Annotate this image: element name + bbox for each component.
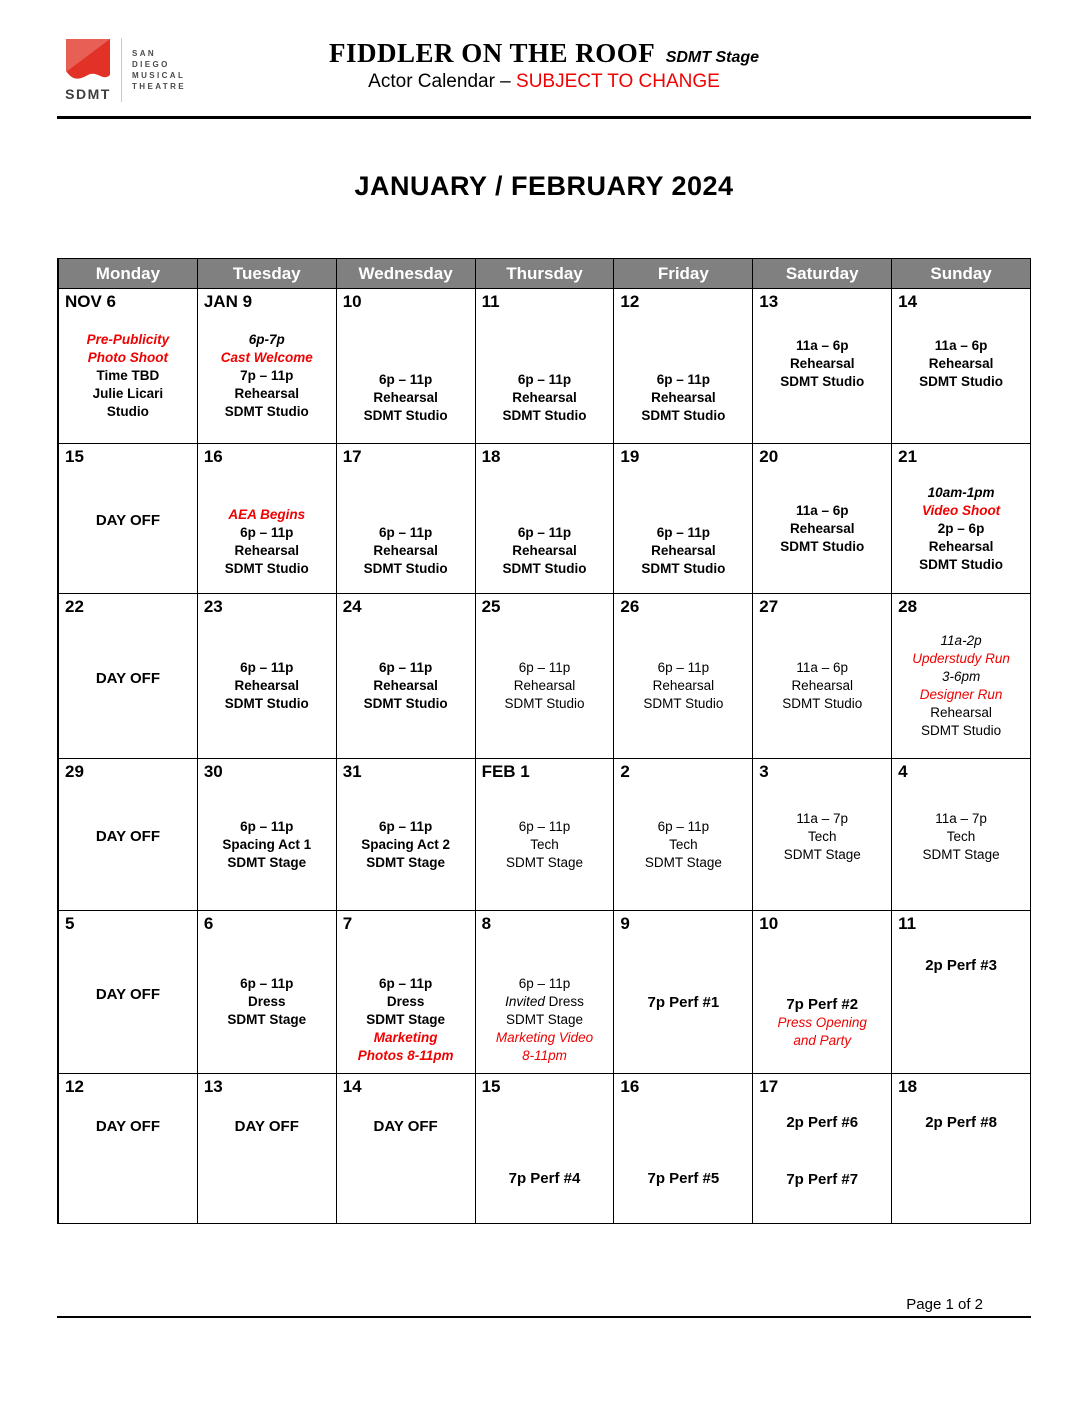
week-row-6 <box>58 1073 1030 1223</box>
cell-events <box>59 619 197 758</box>
cell-22 <box>58 593 197 758</box>
event-line: SDMT Stage <box>505 854 584 870</box>
event-line: 8-11pm <box>522 1048 567 1063</box>
day-header-saturday: Saturday <box>752 259 891 288</box>
cell-18 <box>475 443 614 593</box>
page-footer <box>57 1296 1031 1318</box>
cell-events <box>614 936 752 1073</box>
cell-events <box>892 619 1030 758</box>
cell-date: 20 <box>759 447 779 466</box>
cell-17 <box>336 443 475 593</box>
event-line: SDMT Stage <box>227 1012 307 1027</box>
cell-date: 14 <box>342 1077 362 1096</box>
event-line: SDMT Stage <box>366 1012 446 1027</box>
event-line: SDMT Studio <box>641 560 726 576</box>
show-title: FIDDLER ON THE ROOF <box>328 38 656 68</box>
cell-events <box>59 936 197 1073</box>
cell-date: 16 <box>203 447 223 466</box>
cell-13 <box>197 1073 336 1223</box>
cell-13 <box>752 288 891 443</box>
cell-date: 2 <box>620 762 630 781</box>
event-line: 6p – 11p <box>240 976 294 991</box>
cell-date: 12 <box>65 1077 84 1096</box>
cell-date: 14 <box>898 292 918 311</box>
cell-date: 8 <box>481 914 492 933</box>
event-line: 6p – 11p <box>378 524 433 540</box>
event-line: Rehearsal <box>928 538 994 554</box>
event-line: SDMT Studio <box>921 723 1002 738</box>
cell-15 <box>475 1073 614 1223</box>
cell-14 <box>336 1073 475 1223</box>
event-line: 11a-2p <box>940 633 982 648</box>
event-line: Julie Licari <box>92 386 164 401</box>
event-line: 7p Perf #1 <box>647 993 720 1011</box>
cell-10 <box>752 910 891 1073</box>
event-line: DAY OFF <box>95 669 161 687</box>
cell-date: 4 <box>898 762 908 781</box>
event-line: Rehearsal <box>373 678 438 693</box>
calendar-table <box>57 258 1031 1224</box>
cell-events <box>59 1099 197 1223</box>
week-row-2 <box>58 443 1030 593</box>
event-line: 6p – 11p <box>656 372 710 387</box>
event-line: 2p Perf #8 <box>925 1114 997 1131</box>
event-line: 6p – 11p <box>518 818 571 834</box>
event-line: Dress <box>386 994 425 1009</box>
cell-23 <box>197 593 336 758</box>
day-header-monday: Monday <box>58 259 197 288</box>
cell-events <box>892 1099 1030 1223</box>
cell-9 <box>613 910 752 1073</box>
event-line: Rehearsal <box>930 705 992 720</box>
event-line: Rehearsal <box>651 542 716 558</box>
event-line: Rehearsal <box>651 390 716 405</box>
week-row-1 <box>58 288 1030 443</box>
logo-abbr: SDMT <box>65 86 111 102</box>
cell-date: 13 <box>759 292 779 311</box>
cell-date: 5 <box>65 914 75 933</box>
stage-tag: SDMT Stage <box>665 49 760 66</box>
cell-events <box>59 469 197 593</box>
event-line: 7p Perf #2 <box>786 995 859 1013</box>
show-title-line <box>57 38 1031 69</box>
event-line: Spacing Act 2 <box>361 836 451 852</box>
event-line: 6p – 11p <box>517 524 572 540</box>
event-line: Photo Shoot <box>87 350 169 365</box>
cell-date: 22 <box>65 597 84 616</box>
cell-29 <box>58 758 197 910</box>
logo-org-line: MUSICAL <box>132 71 186 80</box>
event-line: Upderstudy Run <box>912 651 1010 666</box>
cell-events <box>753 619 891 758</box>
event-line: SDMT Studio <box>643 696 724 711</box>
cell-events <box>59 784 197 910</box>
cell-12 <box>613 288 752 443</box>
cell-events <box>753 314 891 443</box>
event-line: Rehearsal <box>234 678 300 693</box>
cell-31 <box>336 758 475 910</box>
cell-events <box>337 469 475 593</box>
cell-events <box>753 469 891 593</box>
cell-date: 15 <box>481 1077 501 1096</box>
cell-date: 18 <box>898 1077 918 1096</box>
cell-events <box>892 936 1030 1073</box>
event-line: Tech <box>807 828 837 844</box>
event-line: 6p – 11p <box>240 818 294 834</box>
event-line: 6p – 11p <box>657 818 710 834</box>
cell-events <box>476 1099 614 1223</box>
cell-24 <box>336 593 475 758</box>
cell-4 <box>891 758 1030 910</box>
cell-6 <box>197 910 336 1073</box>
cell-date: 29 <box>65 762 84 781</box>
event-line: 11a – 6p <box>796 660 848 675</box>
day-header-tuesday: Tuesday <box>197 259 336 288</box>
event-line: SDMT Studio <box>363 408 448 423</box>
subtitle-prefix: Actor Calendar – <box>368 71 517 92</box>
cell-events <box>753 936 891 1073</box>
event-line: Studio <box>106 404 149 419</box>
cell-date: 6 <box>203 914 214 933</box>
cell-14 <box>891 288 1030 443</box>
month-title: JANUARY / FEBRUARY 2024 <box>354 171 734 201</box>
event-line: and Party <box>793 1032 852 1048</box>
event-line: 6p – 11p <box>240 660 294 675</box>
header-titles <box>57 38 1031 93</box>
event-line: Pre-Publicity <box>86 332 170 347</box>
cell-events <box>614 1099 752 1223</box>
cell-events <box>59 314 197 443</box>
cell-events <box>198 1099 336 1223</box>
event-line: 6p – 11p <box>518 976 571 991</box>
cell-events <box>614 469 752 593</box>
event-line: Tech <box>530 836 559 852</box>
cell-19 <box>613 443 752 593</box>
footer-divider <box>57 1316 1031 1318</box>
cell-20 <box>752 443 891 593</box>
cell-events <box>892 469 1030 593</box>
cell-events <box>614 784 752 910</box>
cell-10 <box>336 288 475 443</box>
event-line: DAY OFF <box>95 1118 161 1135</box>
cell-8 <box>475 910 614 1073</box>
cell-date: 17 <box>342 447 362 466</box>
event-line: Rehearsal <box>928 356 994 371</box>
page-header <box>57 38 1031 104</box>
cell-events <box>198 619 336 758</box>
cell-date: 10 <box>759 914 779 933</box>
event-line: DAY OFF <box>373 1118 438 1135</box>
event-line: 7p Perf #4 <box>508 1170 581 1187</box>
event-line: 2p – 6p <box>937 520 985 536</box>
cell-events <box>892 784 1030 910</box>
cell-date: JAN 9 <box>203 292 253 311</box>
event-line: SDMT Studio <box>224 696 309 711</box>
cell-21 <box>891 443 1030 593</box>
cell-events <box>476 784 614 910</box>
cell-events <box>476 619 614 758</box>
event-line: Rehearsal <box>373 542 438 558</box>
event-line: Rehearsal <box>512 542 577 558</box>
week-row-4 <box>58 758 1030 910</box>
event-line: 7p – 11p <box>240 368 294 383</box>
event-line: SDMT Stage <box>505 1012 584 1027</box>
event-line: SDMT Studio <box>504 696 585 711</box>
event-line: DAY OFF <box>95 512 161 529</box>
cell-date: 28 <box>898 597 918 616</box>
cell-date: 18 <box>481 447 501 466</box>
event-line: SDMT Studio <box>502 408 587 423</box>
cell-5 <box>58 910 197 1073</box>
cell-events <box>337 1099 475 1223</box>
event-line: DAY OFF <box>95 985 161 1003</box>
day-header-thursday: Thursday <box>475 259 614 288</box>
event-line: 6p – 11p <box>378 976 433 991</box>
subject-to-change-warning: SUBJECT TO CHANGE <box>516 71 720 92</box>
event-line: 11a – 6p <box>795 338 849 353</box>
cell-events <box>614 314 752 443</box>
day-header-wednesday: Wednesday <box>336 259 475 288</box>
event-line: Press Opening <box>777 1014 867 1030</box>
cell-26 <box>613 593 752 758</box>
event-line: 6p-7p <box>248 332 285 347</box>
cell-date: 30 <box>203 762 223 781</box>
day-header-row <box>58 259 1030 288</box>
cell-events <box>476 314 614 443</box>
event-line: Dress <box>248 994 286 1009</box>
cell-11 <box>891 910 1030 1073</box>
cell-events <box>198 314 336 443</box>
event-line: 3-6pm <box>941 669 981 684</box>
event-line: Marketing <box>373 1030 438 1045</box>
event-line: 7p Perf #7 <box>786 1171 859 1188</box>
event-line: 11a – 6p <box>934 338 988 353</box>
event-line: SDMT Studio <box>502 560 587 576</box>
event-line: 11a – 7p <box>935 810 987 826</box>
event-line: Rehearsal <box>234 386 300 401</box>
cell-date: 17 <box>759 1077 779 1096</box>
cell-events <box>476 469 614 593</box>
event-line <box>505 993 584 1011</box>
cell-jan-9 <box>197 288 336 443</box>
event-line: Spacing Act 1 <box>222 836 312 852</box>
event-line: Photos 8-11pm <box>357 1048 454 1063</box>
event-line: Rehearsal <box>791 678 853 693</box>
event-line: SDMT Studio <box>641 408 726 423</box>
event-line: Rehearsal <box>512 390 577 405</box>
day-header-friday: Friday <box>613 259 752 288</box>
event-line: DAY OFF <box>95 828 161 845</box>
cell-events <box>753 784 891 910</box>
cell-16 <box>613 1073 752 1223</box>
event-line-part: Dress <box>548 994 584 1009</box>
event-line: AEA Begins <box>228 506 306 522</box>
event-line: 6p – 11p <box>378 372 433 387</box>
cell-nov-6 <box>58 288 197 443</box>
event-line: Rehearsal <box>513 678 576 693</box>
day-header-sunday: Sunday <box>891 259 1030 288</box>
week-row-3 <box>58 593 1030 758</box>
event-line: 6p – 11p <box>378 660 433 675</box>
event-line: SDMT Studio <box>780 538 865 554</box>
cell-11 <box>475 288 614 443</box>
event-line: SDMT Studio <box>782 696 863 711</box>
cell-2 <box>613 758 752 910</box>
cell-date: 21 <box>898 447 918 466</box>
cell-3 <box>752 758 891 910</box>
cell-date: 27 <box>759 597 779 616</box>
event-line: SDMT Studio <box>224 560 309 576</box>
logo-org-line: DIEGO <box>132 60 170 69</box>
cell-date: 9 <box>620 914 630 933</box>
week-row-5 <box>58 910 1030 1073</box>
event-line: SDMT Studio <box>363 560 448 576</box>
event-line: 6p – 11p <box>517 372 572 387</box>
event-line: 11a – 7p <box>796 810 848 826</box>
cell-date: 19 <box>620 447 640 466</box>
event-line: SDMT Studio <box>919 374 1004 389</box>
cell-date: 13 <box>203 1077 223 1096</box>
event-line: Cast Welcome <box>220 350 313 365</box>
cell-events <box>337 936 475 1073</box>
event-line: 11a – 6p <box>795 502 849 518</box>
cell-7 <box>336 910 475 1073</box>
cell-date: 25 <box>481 597 501 616</box>
cell-events <box>753 1099 891 1223</box>
event-line: 6p – 11p <box>656 524 710 540</box>
cell-28 <box>891 593 1030 758</box>
cell-events <box>476 936 614 1073</box>
cell-date: 16 <box>620 1077 640 1096</box>
event-line: 10am-1pm <box>927 484 995 500</box>
event-line: Designer Run <box>919 687 1003 702</box>
event-line: Marketing Video <box>495 1030 594 1045</box>
event-line: 6p – 11p <box>518 660 571 675</box>
cell-17 <box>752 1073 891 1223</box>
event-line: 2p Perf #6 <box>786 1114 859 1131</box>
cell-27 <box>752 593 891 758</box>
cell-events <box>198 936 336 1073</box>
event-line: Time TBD <box>96 368 160 383</box>
cell-date: 31 <box>342 762 362 781</box>
cell-date: 11 <box>898 914 917 933</box>
cell-date: 7 <box>342 914 353 933</box>
cell-events <box>337 784 475 910</box>
cell-feb-1 <box>475 758 614 910</box>
cell-events <box>198 469 336 593</box>
cell-16 <box>197 443 336 593</box>
event-line: Rehearsal <box>234 542 300 558</box>
cell-date: 11 <box>481 292 500 311</box>
event-line: SDMT Stage <box>227 854 307 870</box>
logo-org-line: THEATRE <box>132 82 186 91</box>
event-line: Rehearsal <box>373 390 438 405</box>
cell-events <box>892 314 1030 443</box>
event-line: SDMT Stage <box>922 846 1000 862</box>
cell-date: 10 <box>342 292 362 311</box>
event-line: SDMT Stage <box>644 854 722 870</box>
page-number: Page 1 of 2 <box>906 1296 983 1313</box>
cell-date: 24 <box>342 597 362 616</box>
cell-12 <box>58 1073 197 1223</box>
event-line: 6p – 11p <box>657 660 710 675</box>
event-line: 6p – 11p <box>240 524 294 540</box>
event-line-part: Invited <box>505 994 549 1009</box>
cell-events <box>337 619 475 758</box>
cell-date: 15 <box>65 447 84 466</box>
event-line: SDMT Studio <box>363 696 448 711</box>
cell-30 <box>197 758 336 910</box>
cell-date: 23 <box>203 597 223 616</box>
cell-events <box>614 619 752 758</box>
event-line: 6p – 11p <box>378 818 433 834</box>
cell-events <box>198 784 336 910</box>
event-line: SDMT Studio <box>780 374 865 389</box>
event-line: Video Shoot <box>921 502 1001 518</box>
cell-date: 12 <box>620 292 640 311</box>
event-line: Rehearsal <box>789 520 855 536</box>
cell-15 <box>58 443 197 593</box>
event-line: SDMT Studio <box>919 556 1004 572</box>
cell-date: NOV 6 <box>65 292 117 311</box>
event-line: Tech <box>669 836 698 852</box>
cell-date: 3 <box>759 762 769 781</box>
event-line: Rehearsal <box>789 356 855 371</box>
calendar-subtitle <box>57 71 1031 93</box>
event-line: SDMT Stage <box>783 846 861 862</box>
event-line: 2p Perf #3 <box>925 957 997 974</box>
cell-events <box>337 314 475 443</box>
cell-date: 26 <box>620 597 640 616</box>
event-line: DAY OFF <box>234 1118 299 1135</box>
cell-date: FEB 1 <box>481 762 530 781</box>
cell-25 <box>475 593 614 758</box>
event-line: SDMT Studio <box>224 404 309 419</box>
event-line: Tech <box>946 828 976 844</box>
event-line: Rehearsal <box>652 678 715 693</box>
event-line: 7p Perf #5 <box>647 1170 720 1187</box>
cell-18 <box>891 1073 1030 1223</box>
header-divider <box>57 116 1031 119</box>
event-line: SDMT Stage <box>366 854 446 870</box>
logo-org-line: SAN <box>132 49 157 58</box>
